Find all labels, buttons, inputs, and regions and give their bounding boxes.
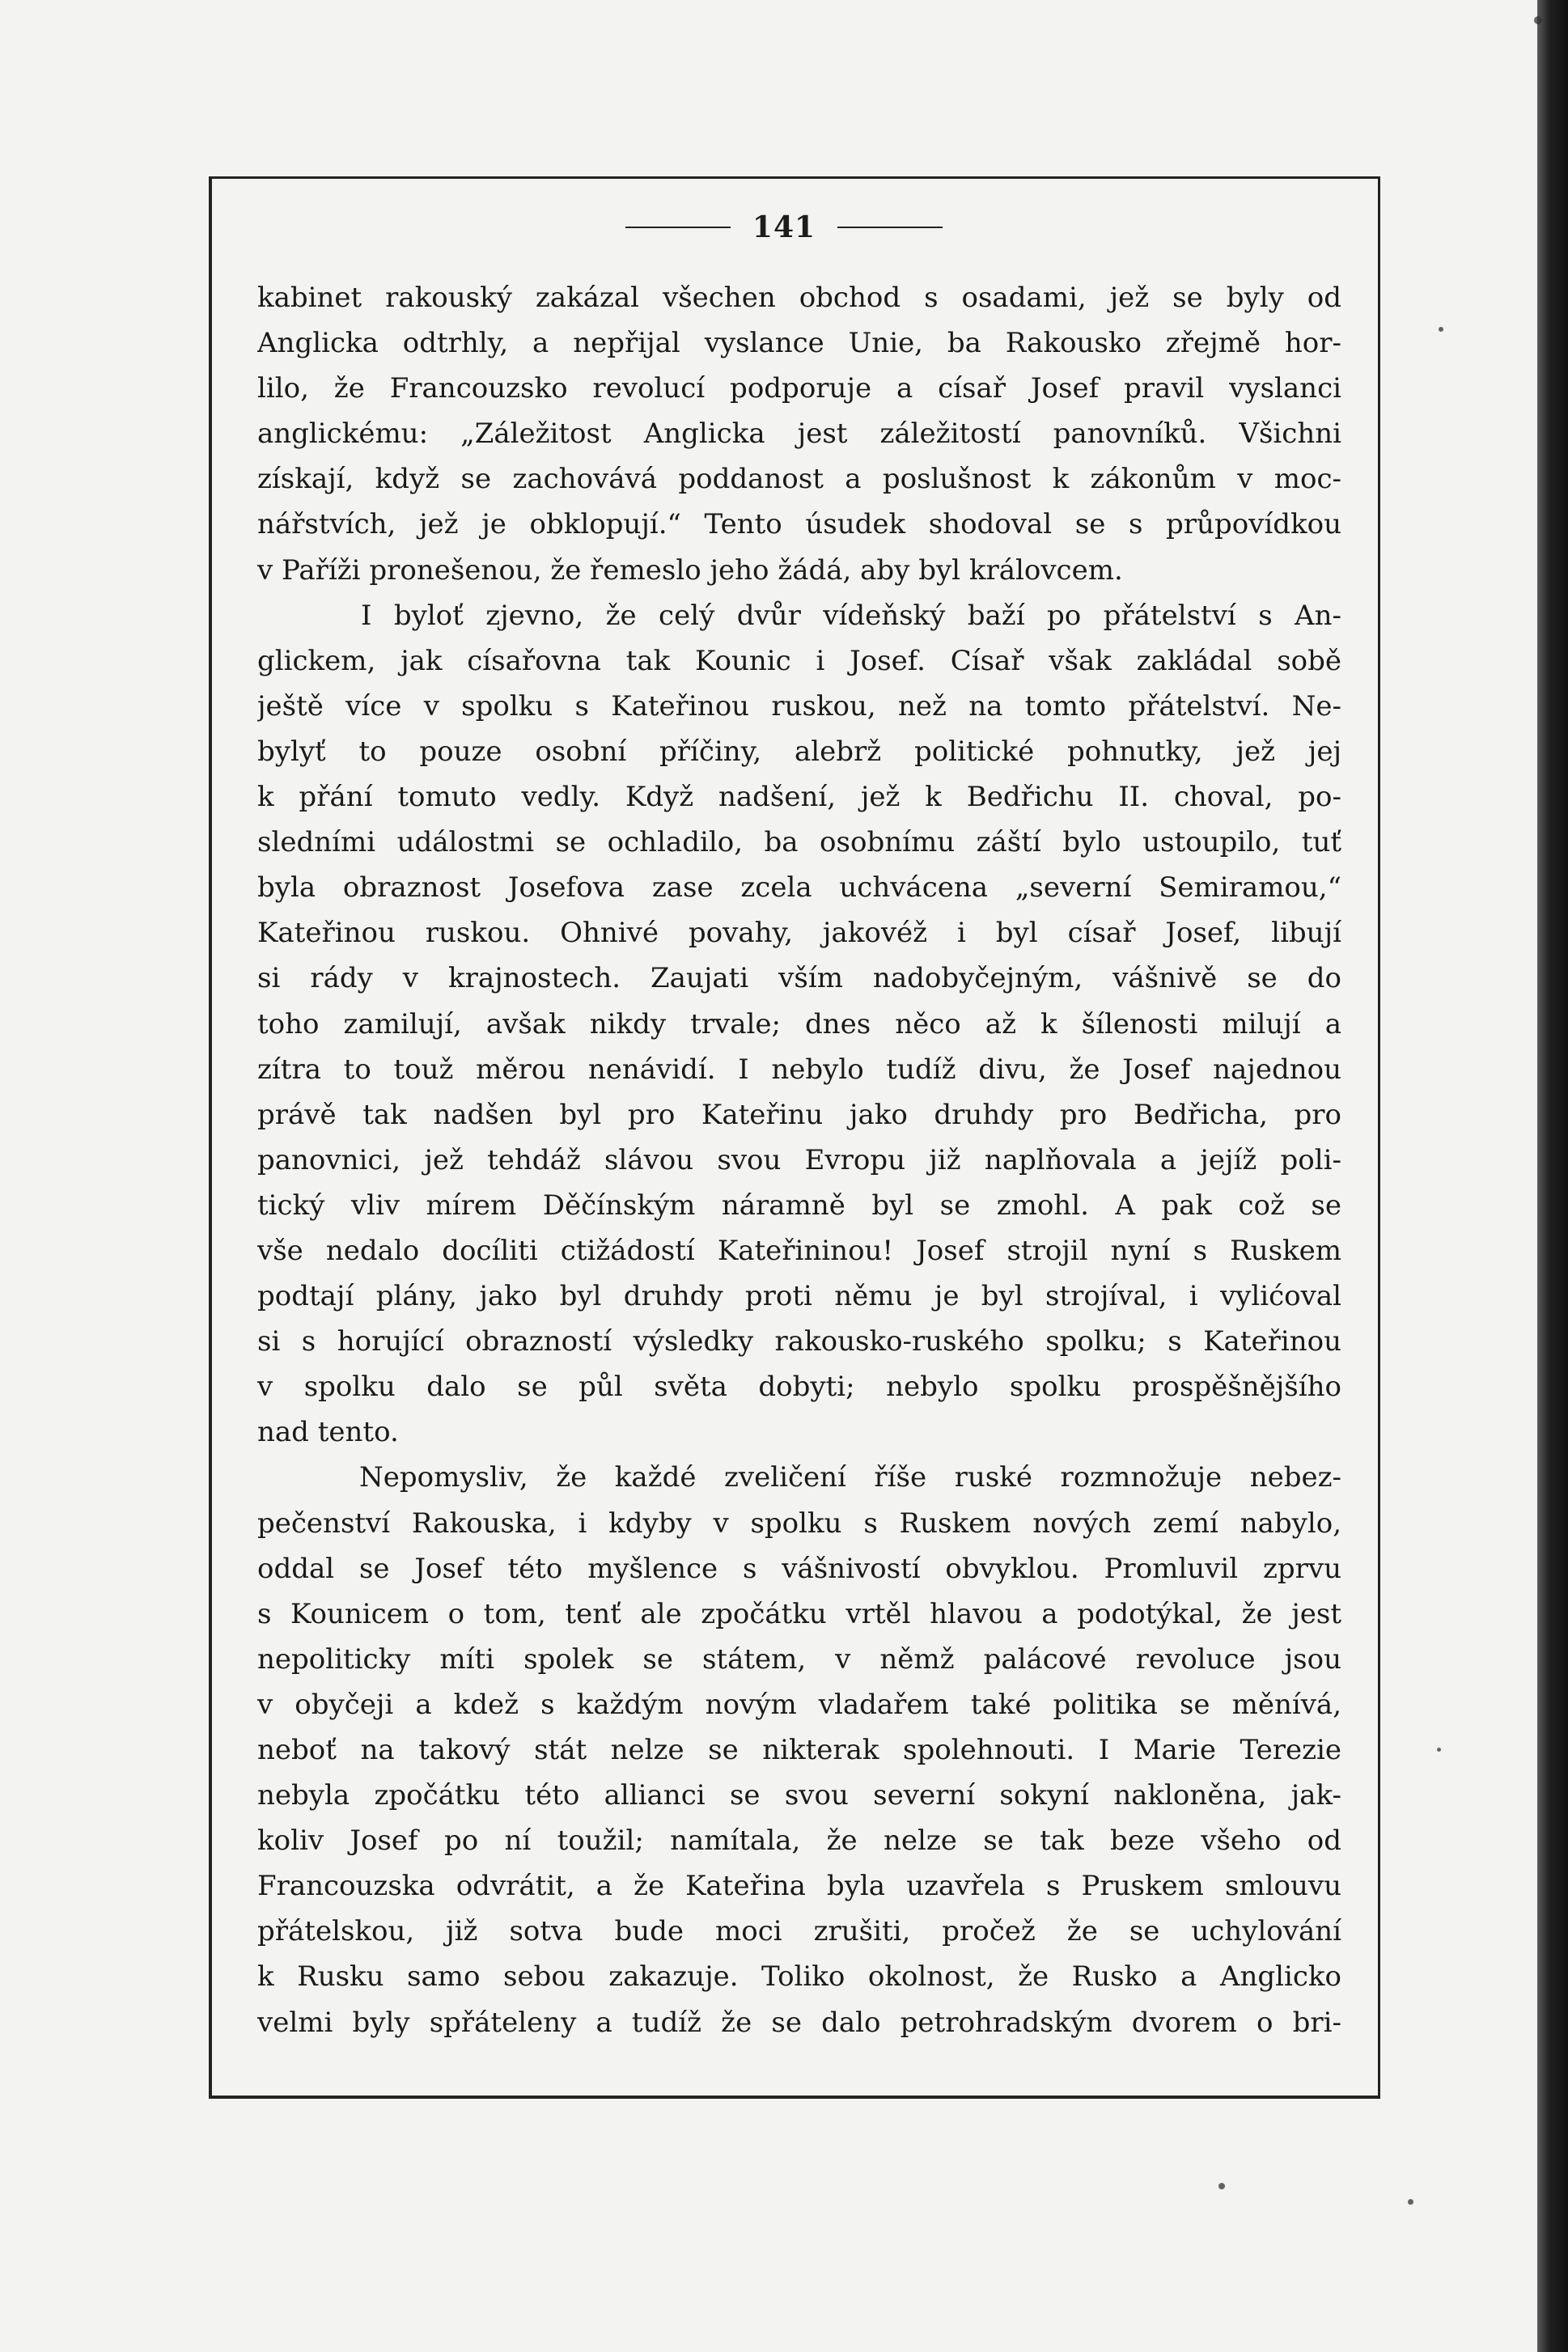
- text-line: Francouzska odvrátit, a že Kateřina byla uzavřela s Pruskem smlouvu: [257, 1870, 1341, 1903]
- text-line: kabinet rakouský zakázal všechen obchod s osadami, jež se byly od: [257, 282, 1341, 314]
- paper-speck: [1534, 16, 1542, 24]
- text-line: přátelskou, již sotva bude moci zrušiti, pročež že se uchylování: [257, 1915, 1341, 1948]
- text-line: s Kounicem o tom, tenť ale zpočátku vrtěl hlavou a podotýkal, že jest: [257, 1597, 1341, 1630]
- text-line: oddal se Josef této myšlence s vášnivostí obvyklou. Promluvil zprvu: [257, 1552, 1341, 1585]
- text-line: Nepomysliv, že každé zveličení říše ruské rozmnožuje nebez-: [359, 1461, 1341, 1494]
- paper-speck: [1439, 327, 1443, 332]
- text-line: bylyť to pouze osobní příčiny, alebrž politické pohnutky, jež jej: [257, 735, 1341, 768]
- text-line: nebyla zpočátku této allianci se svou severní sokyní nakloněna, jak-: [257, 1779, 1341, 1812]
- text-line: tický vliv mírem Děčínským náramně byl se zmohl. A pak což se: [257, 1189, 1341, 1222]
- text-line: vše nedalo docíliti ctižádostí Kateřininou! Josef strojil nyní s Ruskem: [257, 1234, 1341, 1267]
- text-line: v Paříži pronešenou, že řemeslo jeho žádá, aby byl královcem.: [257, 553, 1123, 587]
- header-rule-left: [625, 227, 731, 228]
- paper-speck: [1437, 1748, 1441, 1752]
- text-line: neboť na takový stát nelze se nikterak spolehnouti. I Marie Terezie: [257, 1734, 1341, 1766]
- text-line: nad tento.: [257, 1416, 399, 1449]
- text-line: k Rusku samo sebou zakazuje. Toliko okolnost, že Rusko a Anglicko: [257, 1960, 1341, 1994]
- text-line: ještě více v spolku s Kateřinou ruskou, než na tomto přátelství. Ne-: [257, 689, 1341, 723]
- text-line: Kateřinou ruskou. Ohnivé povahy, jakovéž i byl císař Josef, libují: [257, 917, 1341, 950]
- text-line: v spolku dalo se půl světa dobyti; nebylo spolku prospěšnějšího: [257, 1371, 1341, 1404]
- page-header: [0, 210, 1568, 244]
- text-line: k přání tomuto vedly. Když nadšení, jež k Bedřichu II. choval, po-: [257, 781, 1341, 814]
- text-line: pečenství Rakouska, i kdyby v spolku s Ruskem nových zemí nabylo,: [257, 1507, 1341, 1540]
- text-line: velmi byly spřáteleny a tudíž že se dalo petrohradským dvorem o bri-: [257, 2006, 1341, 2039]
- text-line: Anglicka odtrhly, a nepřijal vyslance Unie, ba Rakousko zřejmě hor-: [257, 327, 1341, 360]
- text-line: lilo, že Francouzsko revolucí podporuje a císař Josef pravil vyslanci: [257, 372, 1341, 405]
- paper-speck: [1408, 2199, 1413, 2205]
- paper-speck: [1218, 2183, 1225, 2189]
- text-line: právě tak nadšen byl pro Kateřinu jako druhdy pro Bedřicha, pro: [257, 1098, 1341, 1131]
- header-rule-right: [837, 227, 943, 228]
- text-line: zítra to touž měrou nenávidí. I nebylo tudíž divu, že Josef najednou: [257, 1053, 1341, 1086]
- body-text: [257, 275, 1341, 2045]
- text-line: nepoliticky míti spolek se státem, v němž palácové revoluce jsou: [257, 1642, 1341, 1676]
- text-line: toho zamilují, avšak nikdy trvale; dnes něco až k šílenosti milují a: [257, 1007, 1341, 1040]
- text-line: v obyčeji a kdež s každým novým vladařem také politika se měnívá,: [257, 1688, 1341, 1721]
- text-line: nářstvích, jež je obklopují.“ Tento úsudek shodoval se s průpovídkou: [257, 508, 1341, 541]
- text-line: I byloť zjevno, že celý dvůr vídeňský baží po přátelství s An-: [361, 599, 1341, 632]
- text-line: anglickému: „Záležitost Anglicka jest záležitostí panovníků. Všichni: [257, 417, 1341, 451]
- text-line: koliv Josef po ní toužil; namítala, že nelze se tak beze všeho od: [257, 1824, 1341, 1858]
- page-number: 141: [752, 210, 816, 244]
- text-line: získají, když se zachovává poddanost a poslušnost k zákonům v moc-: [257, 463, 1341, 496]
- text-line: si s horující obrazností výsledky rakousko-ruského spolku; s Kateřinou: [257, 1325, 1341, 1358]
- text-line: glickem, jak císařovna tak Kounic i Josef. Císař však zakládal sobě: [257, 644, 1341, 677]
- text-line: panovnici, jež tehdáž slávou svou Evropu již naplňovala a jejíž poli-: [257, 1143, 1341, 1176]
- text-line: sledními událostmi se ochladilo, ba osobnímu záští bylo ustoupilo, tuť: [257, 826, 1341, 859]
- text-line: si rády v krajnostech. Zaujati vším nadobyčejným, vášnivě se do: [257, 962, 1341, 995]
- text-line: podtají plány, jako byl druhdy proti němu je byl strojíval, i vylićoval: [257, 1280, 1341, 1313]
- text-line: byla obraznost Josefova zase zcela uchvácena „severní Semiramou,“: [257, 871, 1341, 905]
- scan-edge-shadow: [1537, 0, 1568, 2352]
